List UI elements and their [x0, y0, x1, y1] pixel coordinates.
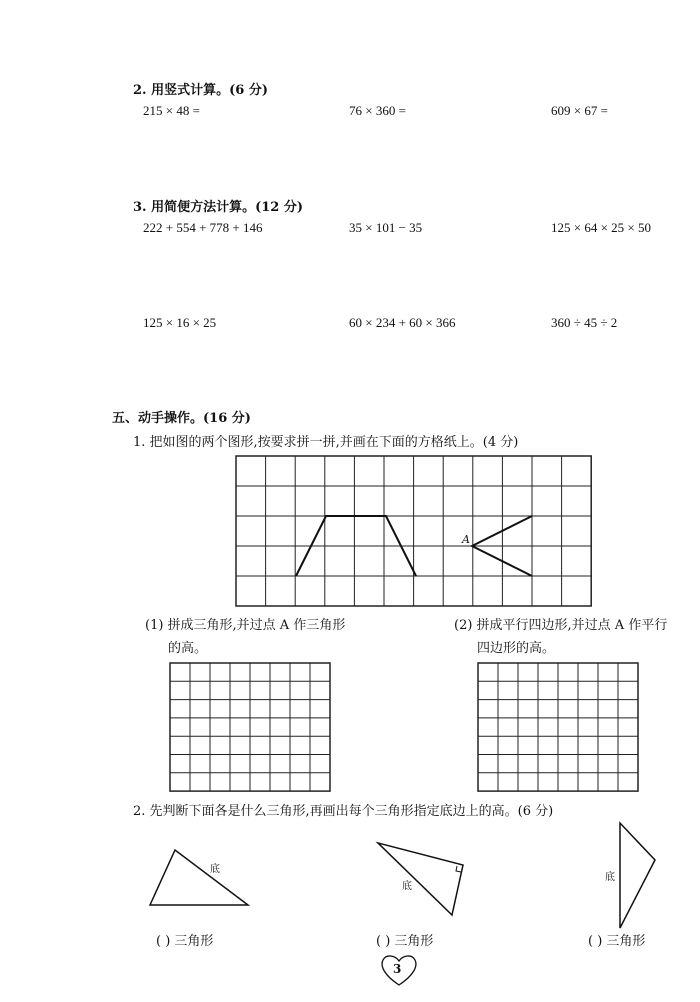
page-number: 3: [393, 962, 402, 976]
acute-triangle: [620, 823, 655, 928]
s5-q2-title: 2. 先判断下面各是什么三角形,再画出每个三角形指定底边上的高。(6 分): [133, 804, 554, 819]
q3-expr-4: 125 × 16 × 25: [143, 315, 217, 330]
answer-grid-2: [478, 663, 638, 791]
section5-title: 五、动手操作。(16 分): [112, 411, 251, 426]
q3-expr-3: 125 × 64 × 25 × 50: [551, 220, 651, 235]
point-a-label: A: [462, 533, 470, 546]
q3-expr-2: 35 × 101 − 35: [349, 220, 423, 235]
q3-expr-6: 360 ÷ 45 ÷ 2: [551, 315, 618, 330]
answer-blank-2[interactable]: ( ) 三角形: [376, 934, 434, 949]
answer-blank-3[interactable]: ( ) 三角形: [588, 934, 646, 949]
base-label-2: 底: [402, 881, 412, 892]
sub1-line2: 的高。: [168, 641, 208, 656]
right-triangle: [378, 843, 463, 915]
s5-q1-title: 1. 把如图的两个图形,按要求拼一拼,并画在下面的方格纸上。(4 分): [133, 435, 519, 450]
right-angle-mark: [456, 866, 461, 872]
q3-expr-1: 222 + 554 + 778 + 146: [143, 220, 263, 235]
q2-expr-1: 215 × 48 =: [143, 103, 200, 118]
sub2-line1: (2) 拼成平行四边形,并过点 A 作平行: [454, 618, 668, 633]
obtuse-triangle: [150, 850, 248, 905]
answer-blank-1[interactable]: ( ) 三角形: [156, 934, 214, 949]
q2-expr-2: 76 × 360 =: [349, 103, 406, 118]
base-label-1: 底: [210, 864, 220, 875]
base-label-3: 底: [605, 872, 615, 883]
q2-expr-3: 609 × 67 =: [551, 103, 608, 118]
q3-expr-5: 60 × 234 + 60 × 366: [349, 315, 456, 330]
main-grid: [236, 456, 591, 606]
q3-title: 3. 用简便方法计算。(12 分): [133, 200, 304, 215]
sub1-line1: (1) 拼成三角形,并过点 A 作三角形: [145, 618, 346, 633]
answer-grid-1: [170, 663, 330, 791]
q2-title: 2. 用竖式计算。(6 分): [133, 83, 268, 98]
sub2-line2: 四边形的高。: [477, 641, 556, 656]
